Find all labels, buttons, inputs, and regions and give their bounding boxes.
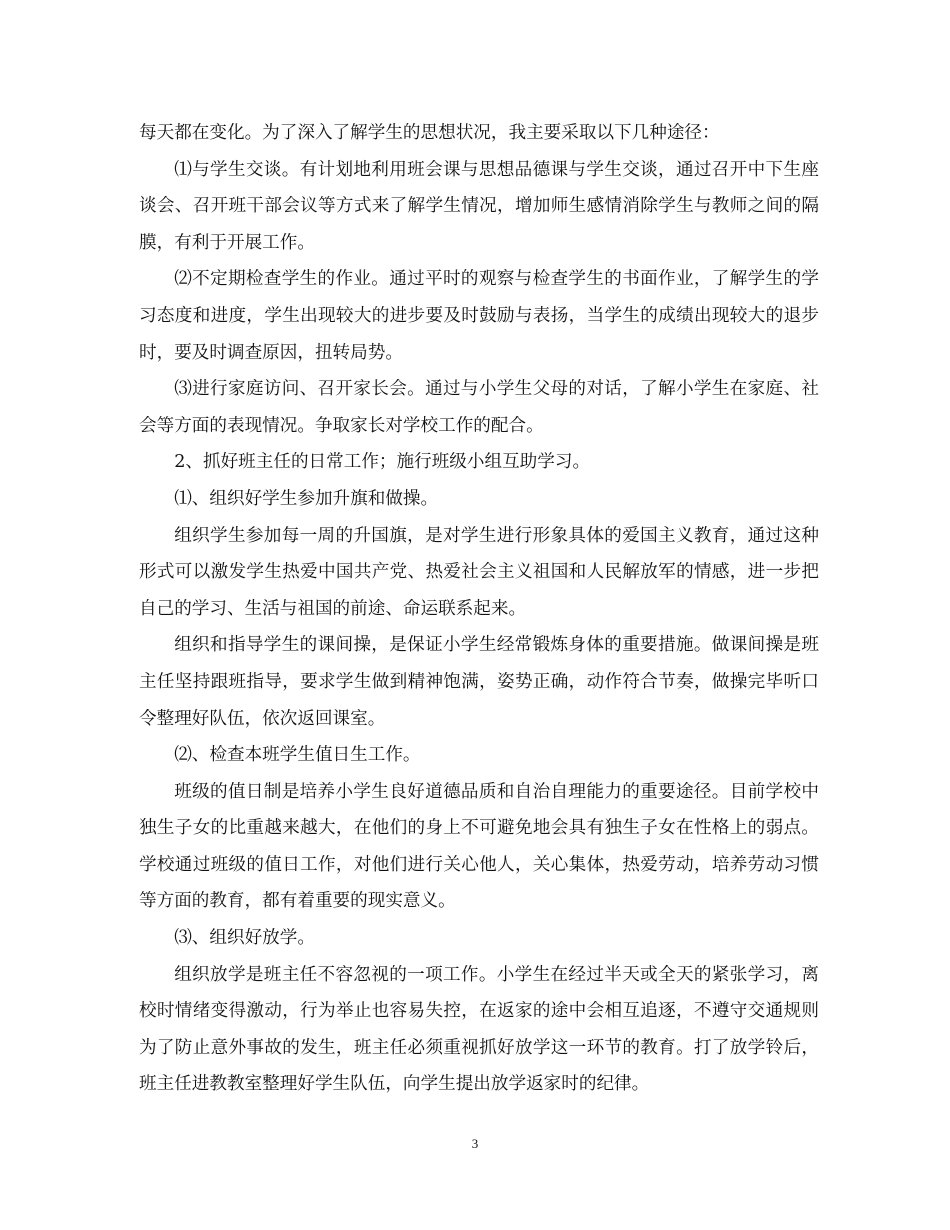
paragraph-duty: 班级的值日制是培养小学生良好道德品质和自治自理能力的重要途径。目前学校中独生子女的比重越来越大，在他们的身上不可避免地会具有独生子女在性格上的弱点。学校通过班级的值日工作，对他们进行关心他人，关心集体，热爱劳动，培养劳动习惯等方面的教育，都有着重要的现实意义。 [139, 781, 819, 912]
paragraph-flag-raising: 组织学生参加每一周的升国旗，是对学生进行形象具体的爱国主义教育，通过这种形式可以激发学生热爱中国共产党、热爱社会主义祖国和人民解放军的情感，进一步把自己的学习、生活与祖国的前途、命运联系起来。 [139, 525, 819, 619]
subheading-3: ⑶、组织好放学。 [174, 928, 315, 949]
subheading-1: ⑴、组织好学生参加升旗和做操。 [174, 488, 439, 509]
paragraph-2: ⑴与学生交谈。有计划地利用班会课与思想品德课与学生交谈，通过召开中下生座谈会、召开班干部会议等方式来了解学生情况，增加师生感情消除学生与教师之间的隔膜，有利于开展工作。 [139, 159, 819, 253]
document-body [139, 115, 819, 1103]
paragraph-dismissal: 组织放学是班主任不容忽视的一项工作。小学生在经过半天或全天的紧张学习，离校时情绪变得激动，行为举止也容易失控，在返家的途中会相互追逐，不遵守交通规则为了防止意外事故的发生，班主任必须重视抓好放学这一环节的教育。打了放学铃后，班主任进教教室整理好学生队伍，向学生提出放学返家时的纪律。 [139, 964, 819, 1095]
page-number: 3 [471, 1136, 479, 1151]
paragraph-3: ⑵不定期检查学生的作业。通过平时的观察与检查学生的书面作业，了解学生的学习态度和进度，学生出现较大的进步要及时鼓励与表扬，当学生的成绩出现较大的退步时，要及时调查原因，扭转局势。 [139, 269, 819, 363]
section-heading-2: 2、抓好班主任的日常工作；施行班级小组互助学习。 [174, 452, 591, 473]
paragraph-4: ⑶进行家庭访问、召开家长会。通过与小学生父母的对话，了解小学生在家庭、社会等方面的表现情况。争取家长对学校工作的配合。 [139, 379, 819, 436]
paragraph-1: 每天都在变化。为了深入了解学生的思想状况，我主要采取以下几种途径： [139, 123, 720, 143]
paragraph-exercise: 组织和指导学生的课间操，是保证小学生经常锻炼身体的重要措施。做课间操是班主任坚持跟班指导，要求学生做到精神饱满，姿势正确，动作符合节奏，做操完毕听口令整理好队伍，依次返回课室。 [139, 635, 819, 729]
subheading-2: ⑵、检查本班学生值日生工作。 [174, 745, 421, 766]
